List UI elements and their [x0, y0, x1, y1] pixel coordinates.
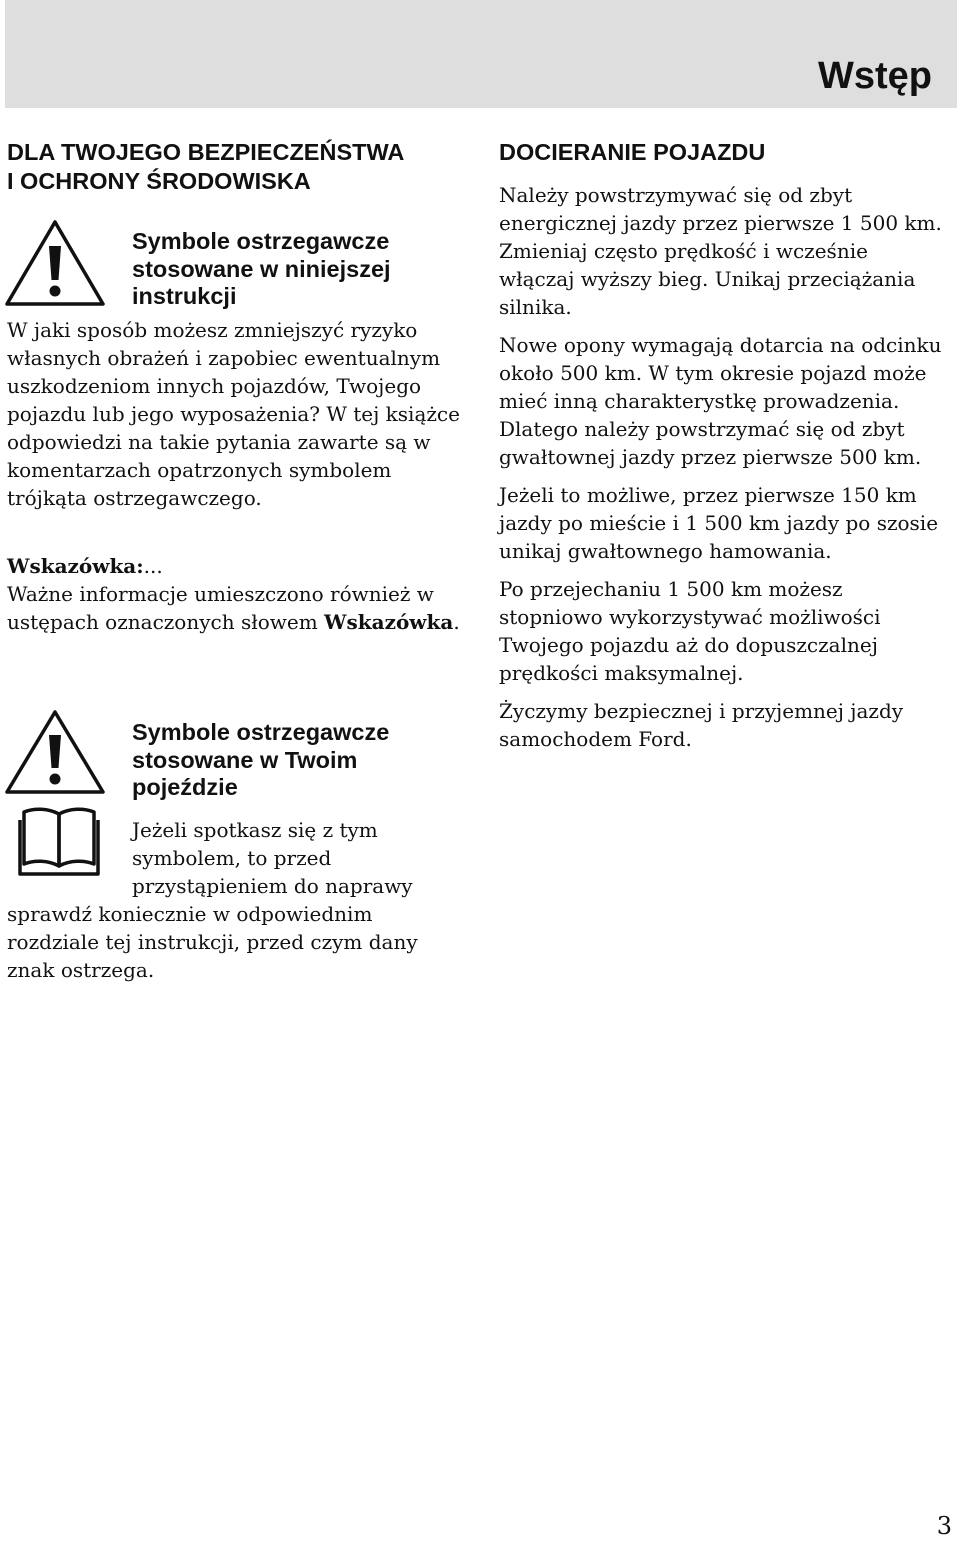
- intro-paragraph: W jaki sposób możesz zmniejszyć ryzyko własnych obrażeń i zapobiec ewentualnym uszkodzeniom innych pojazdów, Twojego pojazdu lub jego wyposażenia? W tej książce odpowiedzi na takie pytania zawarte są w komentarzach opatrzonych symbolem trójkąta ostrzegawczego.: [7, 318, 460, 510]
- vehicle-paragraph-indented: [132, 816, 472, 900]
- vehicle-warning-triangle-icon: [3, 708, 107, 798]
- vehicle-symbols-heading-line2: stosowane w Twoim: [132, 746, 358, 773]
- safety-heading-line2: I OCHRONY ŚRODOWISKA: [7, 168, 311, 194]
- safety-heading-line1: DLA TWOJEGO BEZPIECZEŃSTWA: [7, 139, 405, 165]
- safety-heading: [7, 138, 477, 196]
- vehicle-symbols-heading-line1: Symbole ostrzegawcze: [132, 719, 390, 745]
- running-in-p5: Życzymy bezpiecznej i przyjemnej jazdy samochodem Ford.: [499, 699, 904, 751]
- section-title: Wstęp: [818, 55, 932, 97]
- note-end: .: [453, 610, 460, 634]
- right-column: [499, 138, 949, 763]
- warning-triangle-icon: [3, 218, 107, 310]
- manual-symbols-heading-block: [132, 228, 472, 311]
- note-ellipsis: ...: [143, 554, 163, 578]
- running-in-p3: Jeżeli to możliwe, przez pierwsze 150 km jazdy po mieście i 1 500 km jazdy po szosie unikaj gwałtownego hamowania.: [499, 483, 939, 563]
- page-number: 3: [936, 1512, 952, 1540]
- running-in-p1: Należy powstrzymywać się od zbyt energicznej jazdy przez pierwsze 1 500 km. Zmieniaj często prędkość i wcześnie włączaj wyższy bieg. Unikaj przeciążania silnika.: [499, 183, 942, 319]
- note-paragraph: [7, 552, 469, 636]
- header-band: [5, 0, 957, 108]
- vehicle-symbols-heading: [132, 719, 472, 802]
- note-word: Wskazówka: [324, 610, 454, 634]
- manual-symbols-heading-line2: stosowane w niniejszej: [132, 255, 391, 282]
- vehicle-symbols-heading-line3: pojeździe: [132, 774, 238, 800]
- vehicle-line1: Jeżeli spotkasz się z tym: [132, 818, 378, 842]
- note-text: Ważne informacje umieszczono również w ustępach oznaczonych słowem: [7, 582, 434, 634]
- vehicle-paragraph-rest: sprawdź koniecznie w odpowiednim rozdziale tej instrukcji, przed czym dany znak ostrzega.: [7, 902, 418, 982]
- running-in-p4: Po przejechaniu 1 500 km możesz stopniowo wykorzystywać możliwości Twojego pojazdu aż do dopuszczalnej prędkości maksymalnej.: [499, 577, 881, 685]
- vehicle-line2: symbolem, to przed: [132, 846, 332, 870]
- running-in-heading: DOCIERANIE POJAZDU: [499, 139, 766, 165]
- vehicle-line3: przystąpieniem do naprawy: [132, 874, 413, 898]
- note-label: Wskazówka:: [7, 554, 144, 578]
- manual-symbols-heading-line3: instrukcji: [132, 283, 237, 309]
- running-in-p2: Nowe opony wymagają dotarcia na odcinku około 500 km. W tym okresie pojazd może mieć inną charakterystkę prowadzenia. Dlatego należy powstrzymać się od zbyt gwałtownej jazdy przez pierwsze 500 km.: [499, 333, 942, 469]
- manual-symbols-heading-line1: Symbole ostrzegawcze: [132, 228, 390, 254]
- open-book-icon: [18, 806, 100, 878]
